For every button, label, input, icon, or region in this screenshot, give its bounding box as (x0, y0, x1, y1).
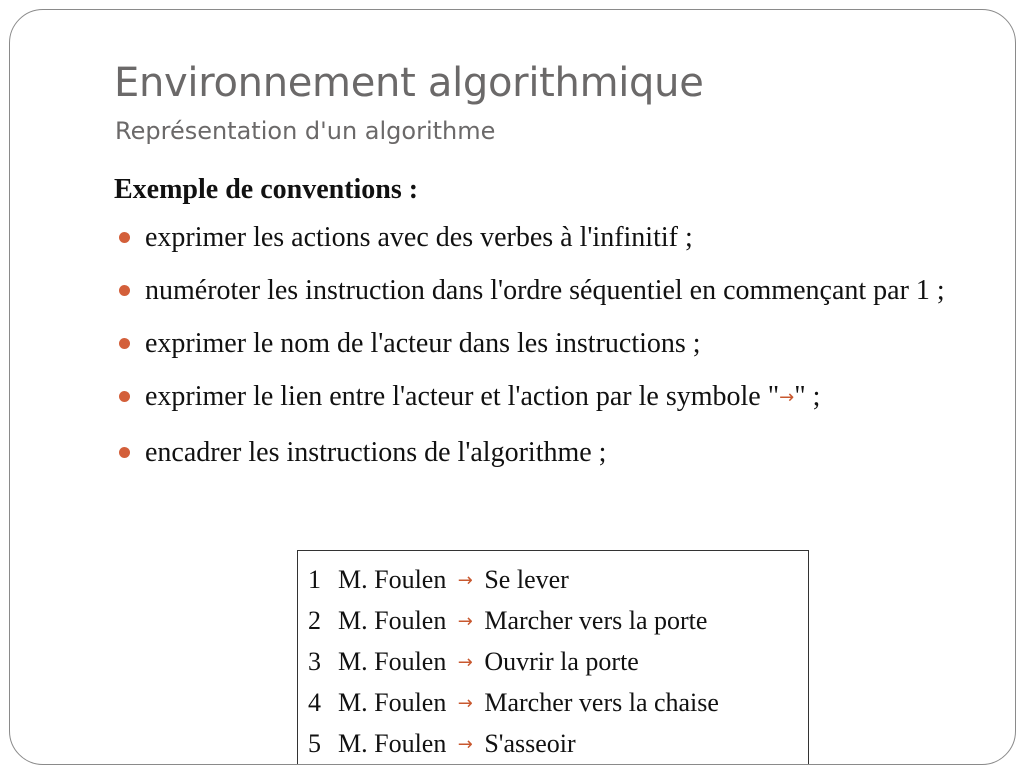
convention-item-numbering (114, 269, 994, 312)
slide-content (114, 170, 994, 484)
bullet-dot-icon (119, 285, 130, 296)
instruction-actor: M. Foulen (338, 688, 447, 717)
arrow-icon: → (457, 570, 473, 591)
convention-item-infinitive (114, 216, 994, 259)
instruction-number: 1 (308, 565, 321, 594)
instruction-number: 4 (308, 688, 321, 717)
convention-item-actor-name (114, 322, 994, 365)
instruction-action: Ouvrir la porte (484, 647, 639, 676)
convention-text: encadrer les instructions de l'algorithme ; (145, 437, 607, 468)
arrow-icon: → (457, 652, 473, 673)
instruction-action: Marcher vers la chaise (484, 688, 719, 717)
instruction-action: Se lever (484, 565, 569, 594)
algorithm-row (308, 641, 808, 682)
arrow-icon: → (779, 387, 795, 408)
instruction-action: Marcher vers la porte (484, 606, 708, 635)
arrow-icon: → (457, 611, 473, 632)
instruction-actor: M. Foulen (338, 729, 447, 758)
instruction-action: S'asseoir (484, 729, 576, 758)
algorithm-row (308, 723, 808, 764)
bullet-dot-icon (119, 338, 130, 349)
arrow-icon: → (457, 693, 473, 714)
slide-subtitle: Représentation d'un algorithme (115, 117, 496, 145)
convention-text: exprimer les actions avec des verbes à l'infinitif ; (145, 222, 693, 253)
instruction-number: 2 (308, 606, 321, 635)
instruction-actor: M. Foulen (338, 647, 447, 676)
arrow-icon: → (457, 734, 473, 755)
instruction-actor: M. Foulen (338, 565, 447, 594)
conventions-heading: Exemple de conventions : (114, 174, 419, 205)
instruction-number: 3 (308, 647, 321, 676)
bullet-dot-icon (119, 447, 130, 458)
algorithm-row (308, 682, 808, 723)
algorithm-box (297, 550, 809, 765)
bullet-dot-icon (119, 232, 130, 243)
convention-item-arrow-symbol (114, 375, 994, 421)
bullet-dot-icon (119, 391, 130, 402)
algorithm-row (308, 559, 808, 600)
convention-item-frame (114, 431, 994, 474)
convention-text-after: " ; (794, 381, 821, 412)
convention-text: numéroter les instruction dans l'ordre séquentiel en commençant par 1 ; (145, 275, 945, 306)
instruction-actor: M. Foulen (338, 606, 447, 635)
slide-title: Environnement algorithmique (114, 60, 704, 106)
instruction-number: 5 (308, 729, 321, 758)
slide (9, 9, 1016, 765)
algorithm-row (308, 600, 808, 641)
convention-text: exprimer le nom de l'acteur dans les instructions ; (145, 328, 701, 359)
convention-text-before: exprimer le lien entre l'acteur et l'action par le symbole " (145, 381, 780, 412)
conventions-list (114, 216, 994, 474)
